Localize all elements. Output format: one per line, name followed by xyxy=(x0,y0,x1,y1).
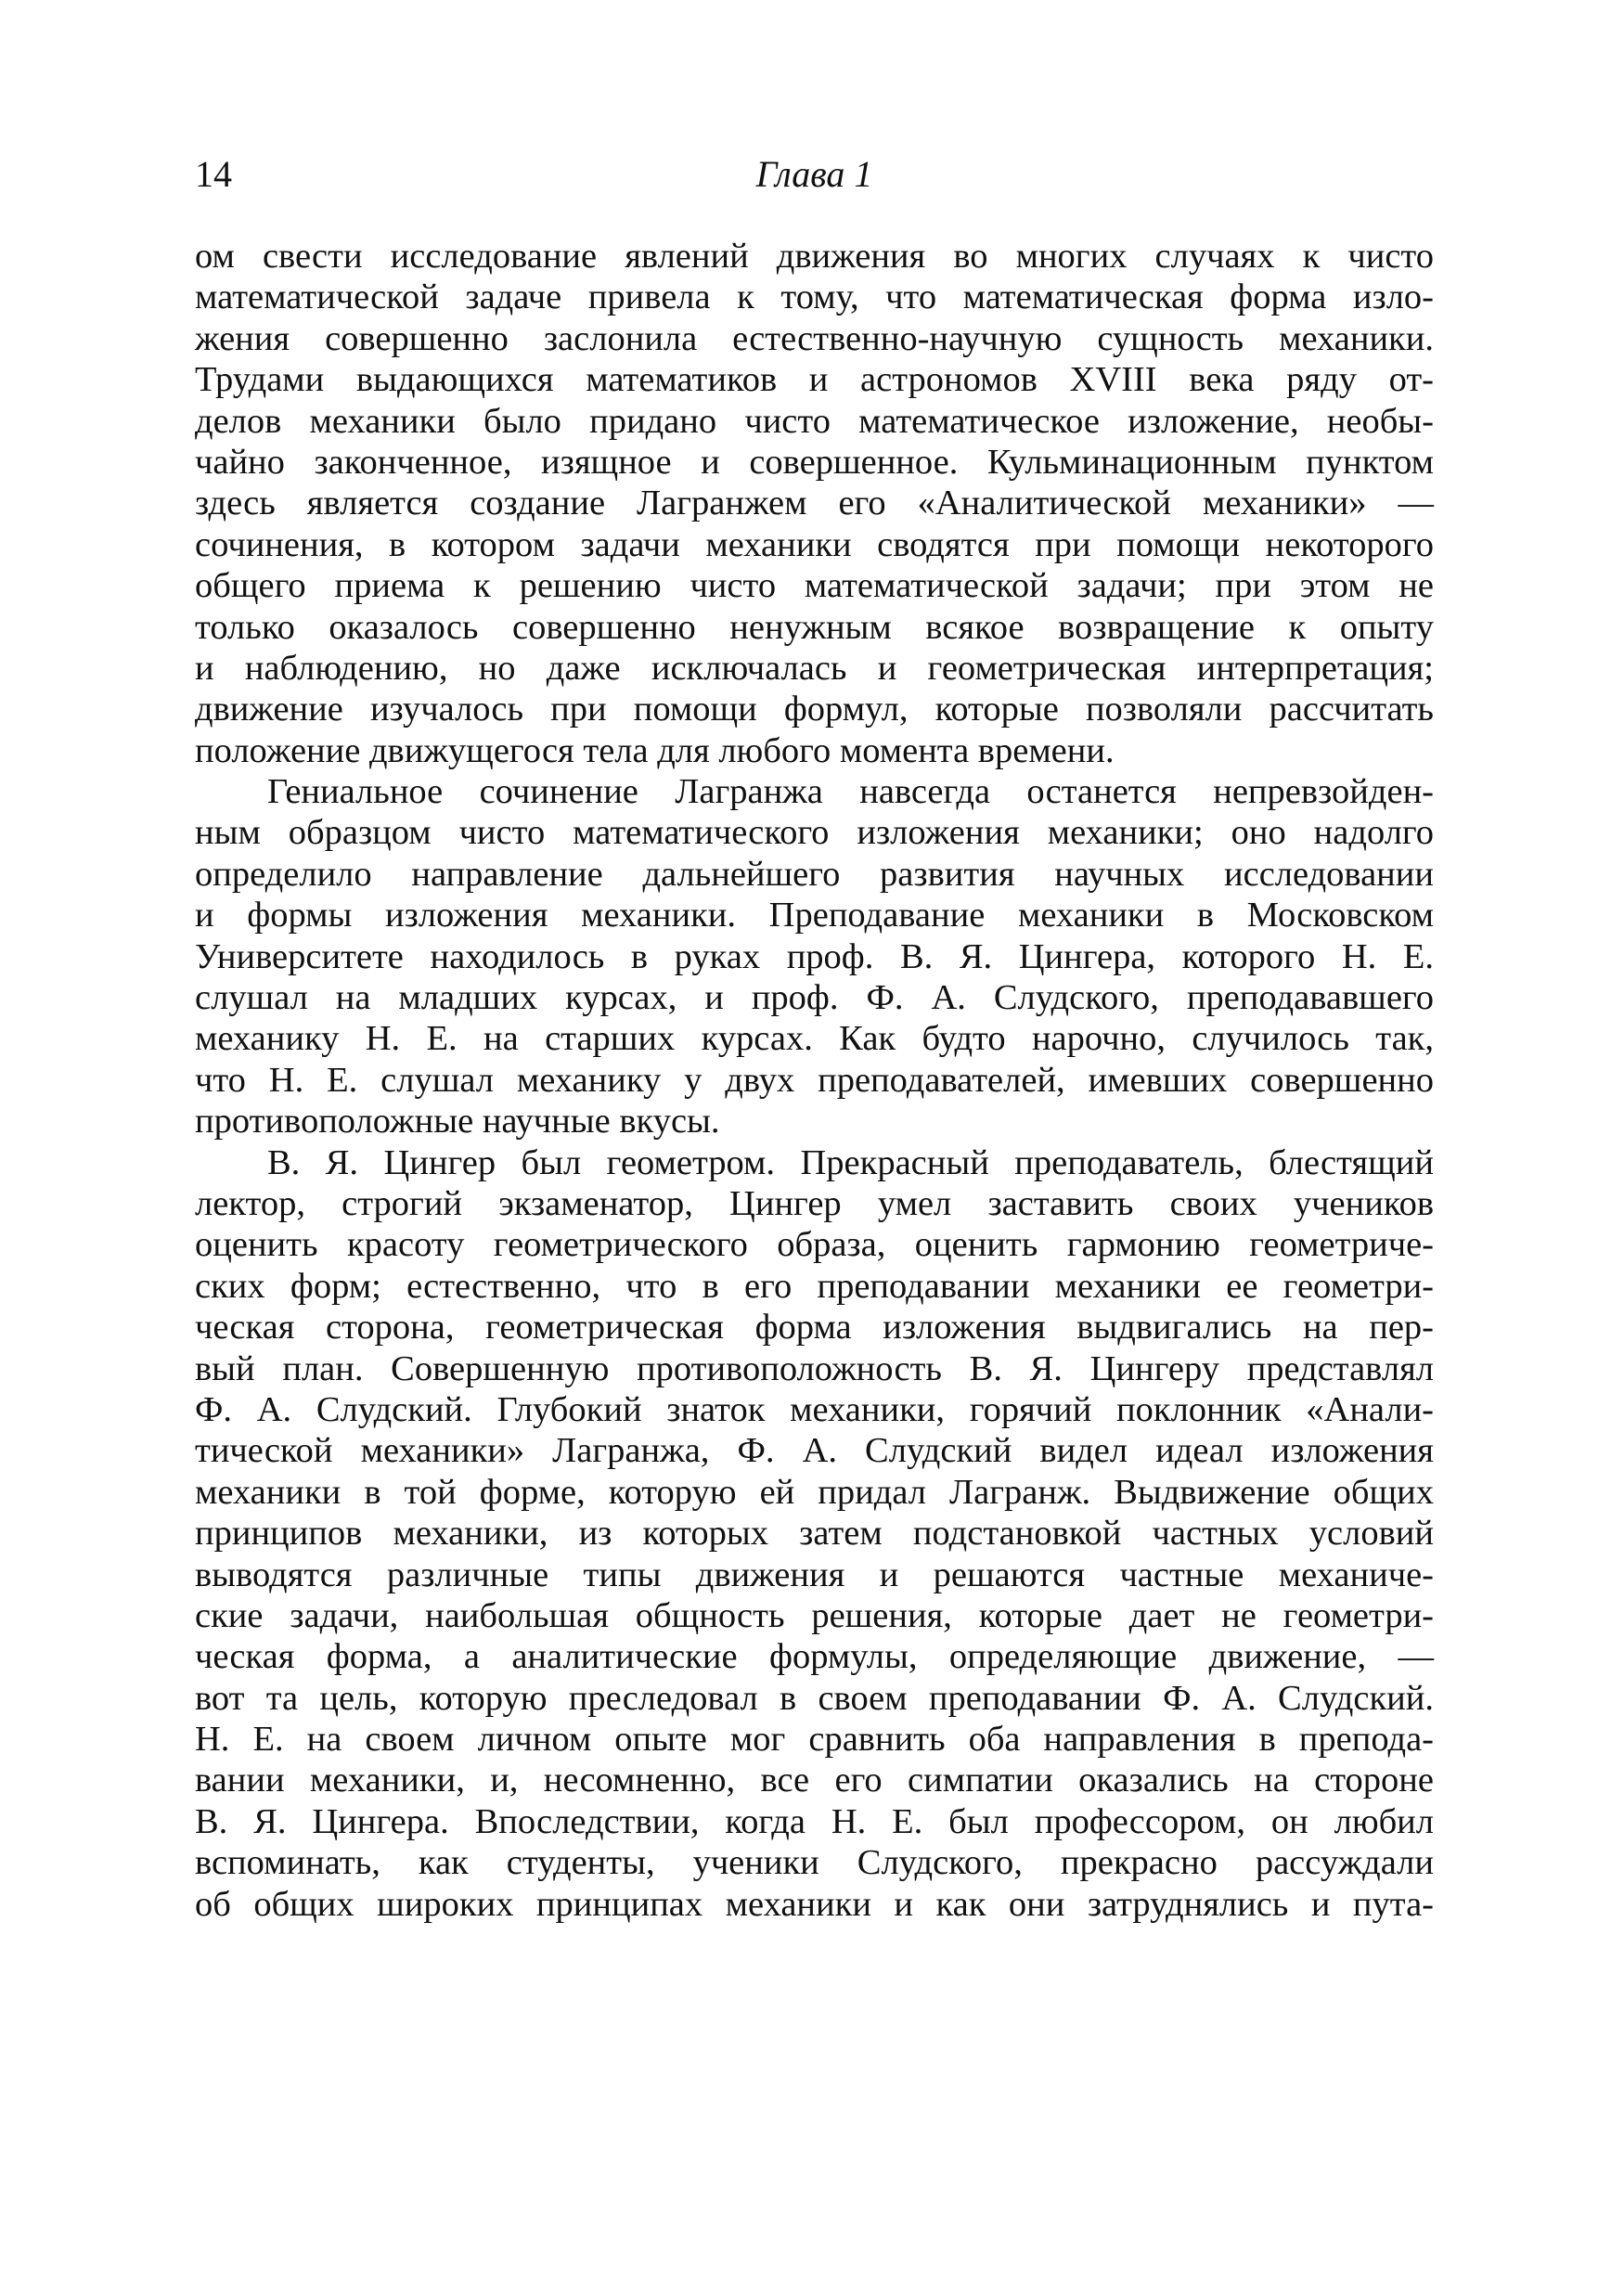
text-line: что Н. Е. слушал механику у двух преподавателей, имевших совершенно xyxy=(195,1060,1434,1100)
text-line: вый план. Совершенную противоположность В. Я. Цингеру представлял xyxy=(195,1348,1434,1388)
text-line: движение изучалось при помощи формул, которые позволяли рассчитать xyxy=(195,690,1434,729)
text-line: Трудами выдающихся математиков и астрономов XVIII века ряду от- xyxy=(195,360,1434,400)
page-header xyxy=(195,148,1434,200)
text-line: ным образцом чисто математического изложения механики; оно надолго xyxy=(195,813,1434,853)
text-line: вот та цель, которую преследовал в своем преподавании Ф. А. Слудский. xyxy=(195,1678,1434,1718)
text-line: общего приема к решению чисто математической задачи; при этом не xyxy=(195,566,1434,606)
text-body xyxy=(195,236,1434,1925)
running-head: Глава 1 xyxy=(755,153,873,195)
text-line: Гениальное сочинение Лагранжа навсегда останется непревзойден- xyxy=(267,772,1434,812)
text-line: ские задачи, наибольшая общность решения, которые дает не геометри- xyxy=(195,1595,1434,1635)
text-line: сочинения, в котором задачи механики сводятся при помощи некоторого xyxy=(195,524,1434,564)
text-line: чайно законченное, изящное и совершенное. Кульминационным пунктом xyxy=(195,442,1434,482)
text-line: делов механики было придано чисто математическое изложение, необы- xyxy=(195,401,1434,441)
text-line: принципов механики, из которых затем подстановкой частных условий xyxy=(195,1514,1434,1554)
page-number: 14 xyxy=(195,153,232,195)
text-line: тической механики» Лагранжа, Ф. А. Слудский видел идеал изложения xyxy=(195,1431,1434,1471)
text-line: выводятся различные типы движения и решаются частные механиче- xyxy=(195,1554,1434,1594)
text-line: ом свести исследование явлений движения во многих случаях к чисто xyxy=(195,237,1434,276)
text-line: механику Н. Е. на старших курсах. Как будто нарочно, случилось так, xyxy=(195,1019,1434,1059)
text-line: положение движущегося тела для любого момента времени. xyxy=(195,730,1115,770)
text-line: ческая форма, а аналитические формулы, определяющие движение, — xyxy=(195,1637,1434,1677)
text-line: математической задаче привела к тому, что математическая форма изло- xyxy=(195,277,1434,317)
text-line: оценить красоту геометрического образа, оценить гармонию геометриче- xyxy=(195,1225,1434,1265)
text-line: вспоминать, как студенты, ученики Слудского, прекрасно рассуждали xyxy=(195,1843,1434,1883)
text-line: Университете находилось в руках проф. В. Я. Цингера, которого Н. Е. xyxy=(195,936,1434,976)
text-line: В. Я. Цингер был геометром. Прекрасный преподаватель, блестящий xyxy=(267,1142,1434,1182)
text-line: и формы изложения механики. Преподавание механики в Московском xyxy=(195,896,1434,935)
text-line: Н. Е. на своем личном опыте мог сравнить оба направления в препода- xyxy=(195,1720,1434,1760)
text-line: здесь является создание Лагранжем его «Аналитической механики» — xyxy=(195,484,1434,523)
text-line: лектор, строгий экзаменатор, Цингер умел заставить своих учеников xyxy=(195,1183,1434,1223)
text-line: механики в той форме, которую ей придал Лагранж. Выдвижение общих xyxy=(195,1472,1434,1512)
text-line: и наблюдению, но даже исключалась и геометрическая интерпретация; xyxy=(195,648,1434,688)
text-line: определило направление дальнейшего развития научных исследовании xyxy=(195,854,1434,894)
text-line: противоположные научные вкусы. xyxy=(195,1102,720,1142)
text-line: слушал на младших курсах, и проф. Ф. А. Слудского, преподававшего xyxy=(195,978,1434,1018)
text-line: ческая сторона, геометрическая форма изложения выдвигались на пер- xyxy=(195,1308,1434,1348)
text-line: жения совершенно заслонила естественно-научную сущность механики. xyxy=(195,318,1434,358)
text-line: вании механики, и, несомненно, все его симпатии оказались на стороне xyxy=(195,1761,1434,1800)
text-line: Ф. А. Слудский. Глубокий знаток механики, горячий поклонник «Анали- xyxy=(195,1389,1434,1429)
text-line: В. Я. Цингера. Впоследствии, когда Н. Е. был профессором, он любил xyxy=(195,1801,1434,1841)
text-line: ских форм; естественно, что в его преподавании механики ее геометри- xyxy=(195,1266,1434,1306)
text-line: об общих широких принципах механики и как они затруднялись и пута- xyxy=(195,1884,1434,1924)
text-line: только оказалось совершенно ненужным всякое возвращение к опыту xyxy=(195,607,1434,647)
